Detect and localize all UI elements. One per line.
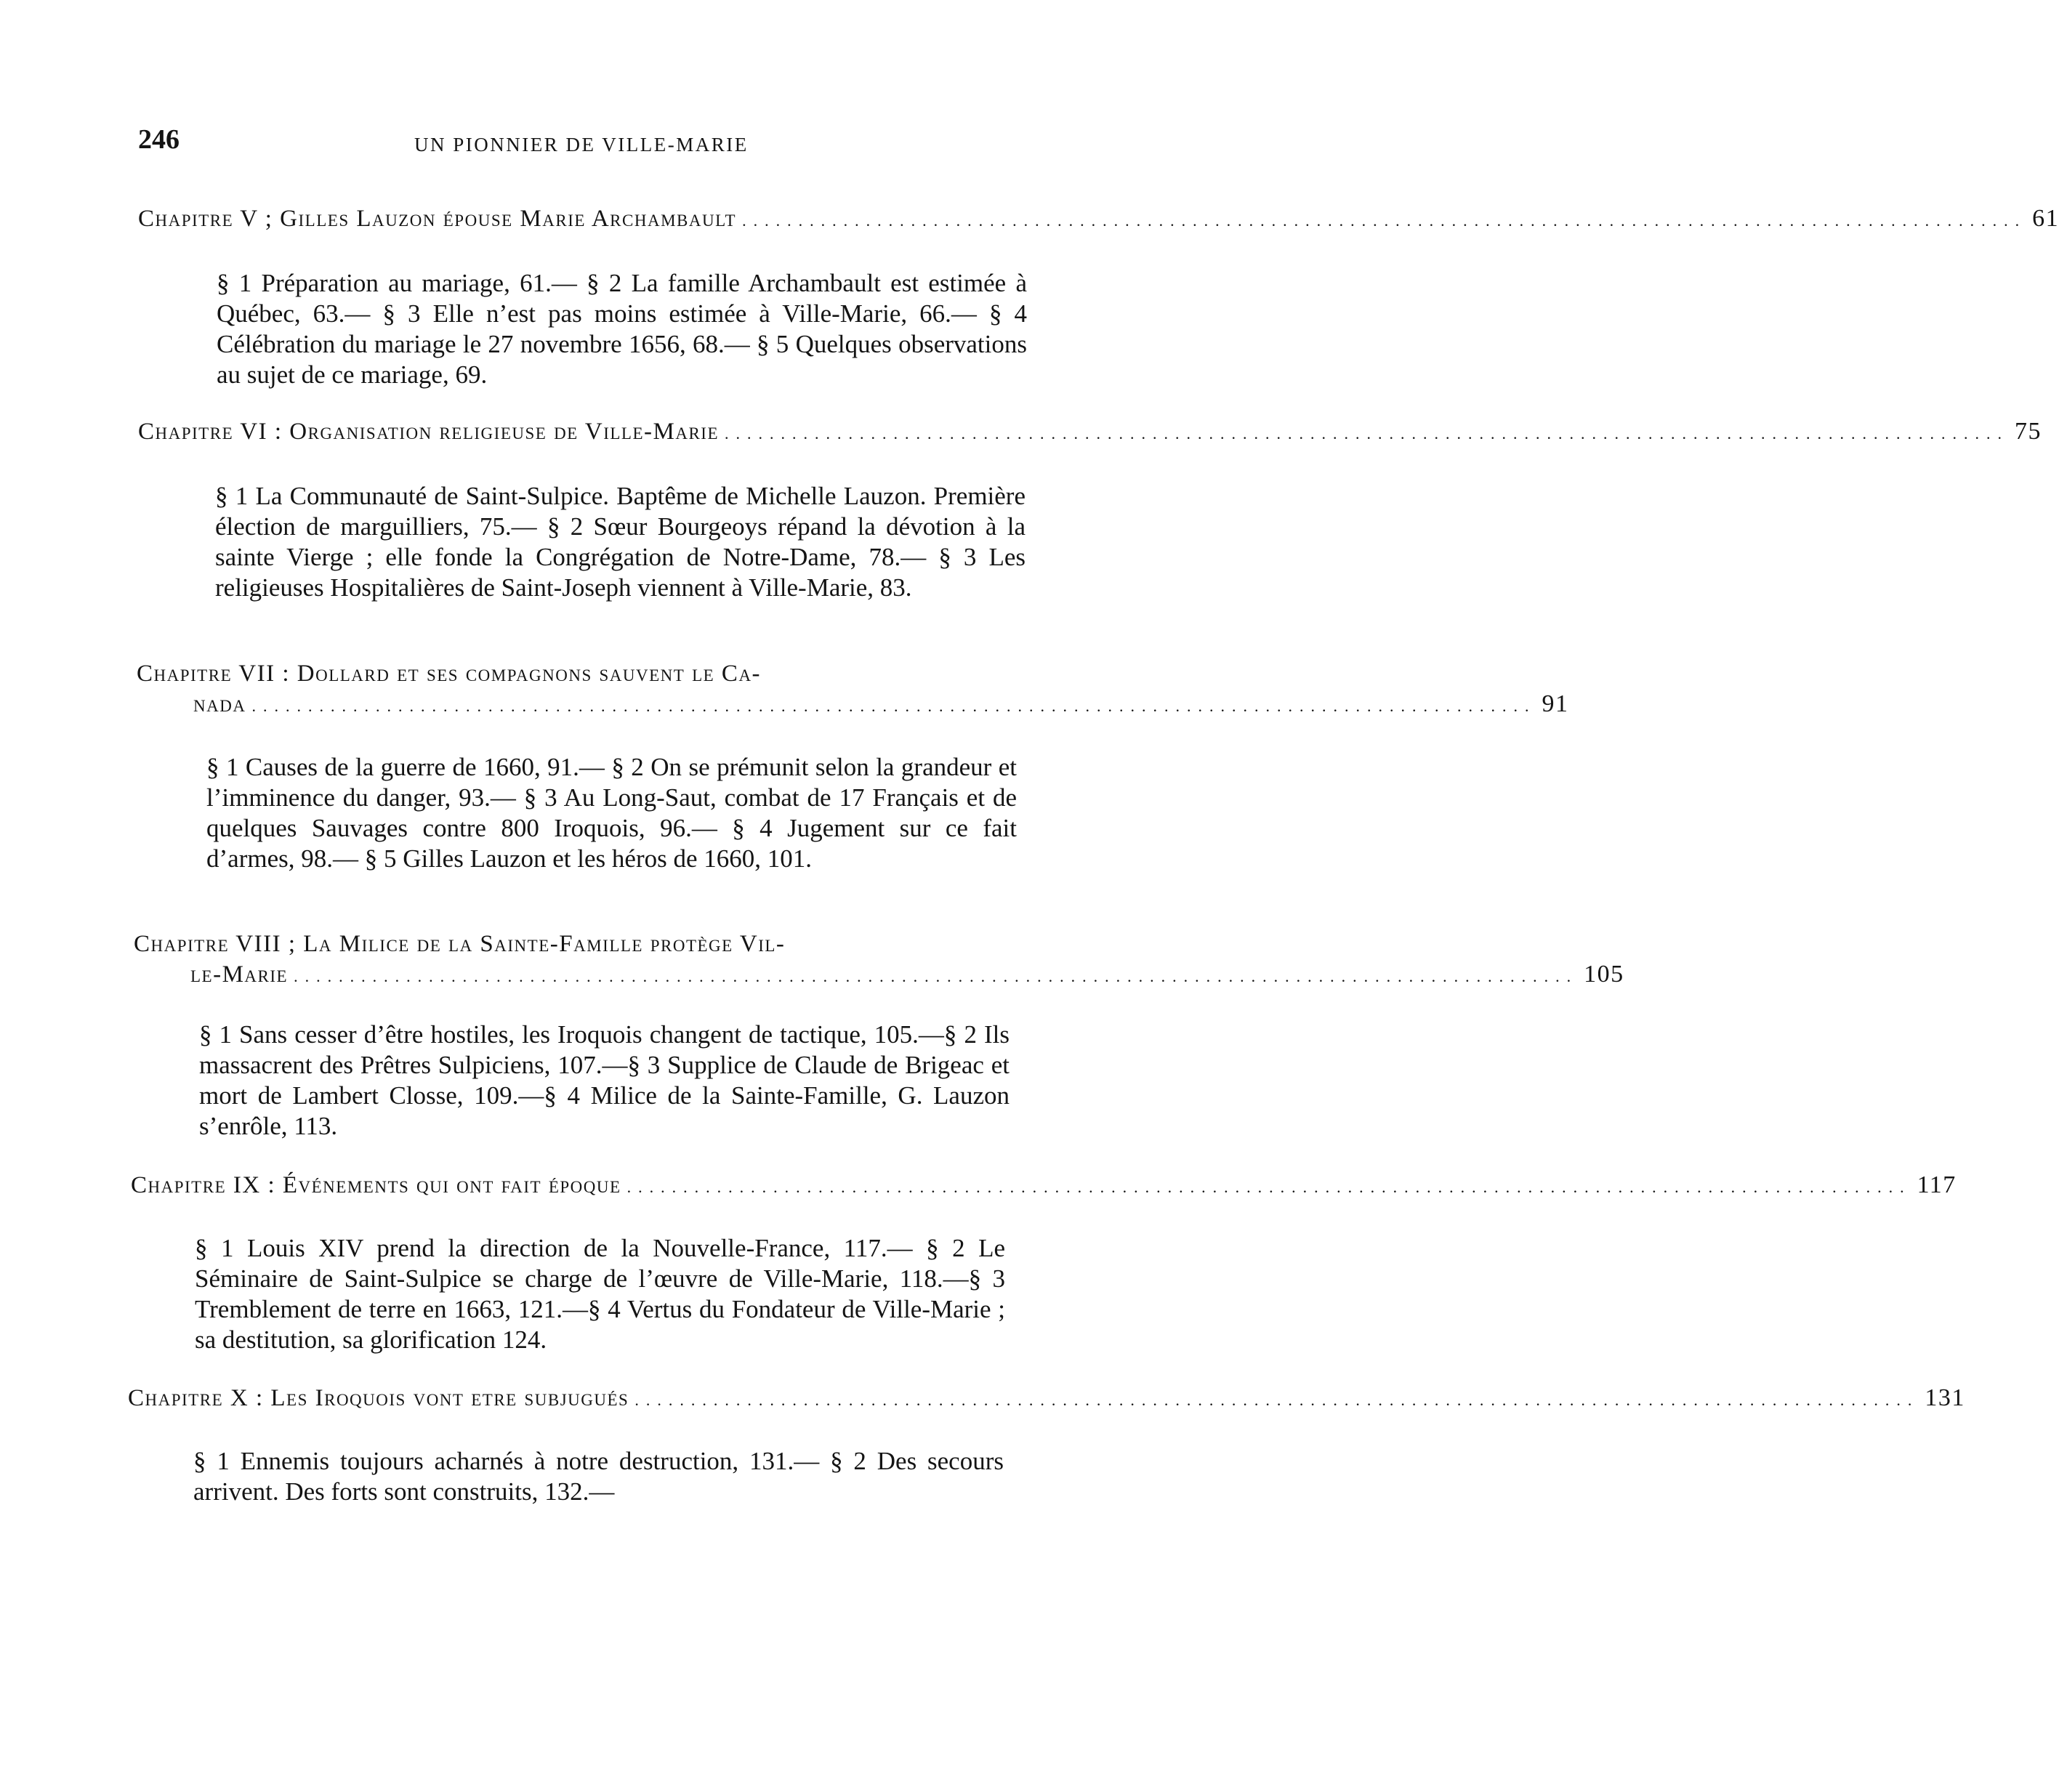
- dot-leader: ..................................................................................................................: [742, 211, 2027, 230]
- chapter-summary: § 1 Ennemis toujours acharnés à notre destruction, 131.— § 2 Des secours arrivent. Des forts sont construits, 132.—: [193, 1447, 1004, 1506]
- running-head: [138, 124, 1087, 167]
- chapter-heading: [131, 1171, 1957, 1201]
- chapter-heading-line-2: [134, 961, 1624, 990]
- chapter-heading: [128, 1384, 1965, 1414]
- chapter-page-ref: 75: [2015, 418, 2042, 445]
- chapter-summary: § 1 La Communauté de Saint-Sulpice. Baptême de Michelle Lauzon. Première élection de marguilliers, 75.— § 2 Sœur Bourgeoys répand la dévotion à la sainte Vierge ; elle fonde la Congrégation de Notre-Dame, 78.— § 3 Les religieuses Hospitalières de Saint-Joseph viennent à Ville-Marie, 83.: [215, 482, 1026, 602]
- chapter-summary: § 1 Sans cesser d’être hostiles, les Iroquois changent de tactique, 105.—§ 2 Ils massacrent des Prêtres Sulpiciens, 107.—§ 3 Supplice de Claude de Brigeac et mort de Lambert Closse, 109.—§ 4 Milice de la Sainte-Famille, G. Lauzon s’enrôle, 113.: [199, 1020, 1010, 1140]
- chapter-title-continued: le-Marie: [190, 961, 289, 988]
- chapter-title: Chapitre VII : Dollard et ses compagnons sauvent le Ca-: [137, 661, 762, 687]
- toc-entry-chapter-8: [134, 930, 1624, 1142]
- chapter-heading: [138, 418, 2042, 448]
- chapter-title: Chapitre IX : Événements qui ont fait époque: [131, 1172, 621, 1198]
- dot-leader: ..................................................................................................................: [251, 697, 1536, 715]
- chapter-page-ref: 117: [1917, 1171, 1957, 1198]
- chapter-heading: [138, 205, 2059, 235]
- page-number: 246: [138, 124, 180, 155]
- chapter-summary: § 1 Causes de la guerre de 1660, 91.— § 2 On se prémunit selon la grandeur et l’imminence du danger, 93.— § 3 Au Long-Saut, combat de 17 Français et de quelques Sauvages contre 800 Iroquois, 96.— § 4 Jugement sur ce fait d’armes, 98.— § 5 Gilles Lauzon et les héros de 1660, 101.: [206, 753, 1017, 873]
- chapter-heading-line-2: [137, 690, 1569, 720]
- toc-entry-chapter-9: [131, 1171, 1957, 1355]
- toc-entry-chapter-10: [128, 1384, 1965, 1507]
- chapter-heading-line-1: [137, 660, 1089, 687]
- chapter-summary: § 1 Préparation au mariage, 61.— § 2 La famille Archambault est estimée à Québec, 63.— § 3 Elle n’est pas moins estimée à Ville-Marie, 66.— § 4 Célébration du mariage le 27 novembre 1656, 68.— § 5 Quelques observations au sujet de ce mariage, 69.: [217, 269, 1027, 389]
- chapter-summary: § 1 Louis XIV prend la direction de la Nouvelle-France, 117.— § 2 Le Séminaire de Saint-Sulpice se charge de l’œuvre de Ville-Marie, 118.—§ 3 Tremblement de terre en 1663, 121.—§ 4 Vertus du Fondateur de Ville-Marie ; sa destitution, sa glorification 124.: [195, 1234, 1005, 1354]
- chapter-title-continued: nada: [193, 691, 246, 717]
- dot-leader: ..................................................................................................................: [634, 1391, 1919, 1409]
- chapter-heading-line-1: [134, 930, 1086, 958]
- running-title: UN PIONNIER DE VILLE-MARIE: [414, 134, 749, 156]
- chapter-page-ref: 91: [1542, 690, 1569, 717]
- chapter-title: Chapitre VI : Organisation religieuse de Ville-Marie: [138, 419, 720, 445]
- dot-leader: ..................................................................................................................: [626, 1178, 1911, 1196]
- chapter-page-ref: 105: [1584, 961, 1624, 988]
- chapter-title: Chapitre V ; Gilles Lauzon épouse Marie Archambault: [138, 206, 737, 232]
- dot-leader: ..................................................................................................................: [294, 967, 1579, 985]
- chapter-page-ref: 131: [1925, 1384, 1965, 1411]
- toc-entry-chapter-7: [137, 660, 1569, 874]
- chapter-title: Chapitre X : Les Iroquois vont etre subjugués: [128, 1385, 629, 1411]
- chapter-page-ref: 61: [2032, 205, 2059, 232]
- dot-leader: ..................................................................................................................: [725, 424, 2010, 443]
- toc-entry-chapter-6: [138, 418, 2042, 603]
- chapter-title: Chapitre VIII ; La Milice de la Sainte-Famille protège Vil-: [134, 931, 786, 957]
- toc-entry-chapter-5: [138, 205, 2059, 390]
